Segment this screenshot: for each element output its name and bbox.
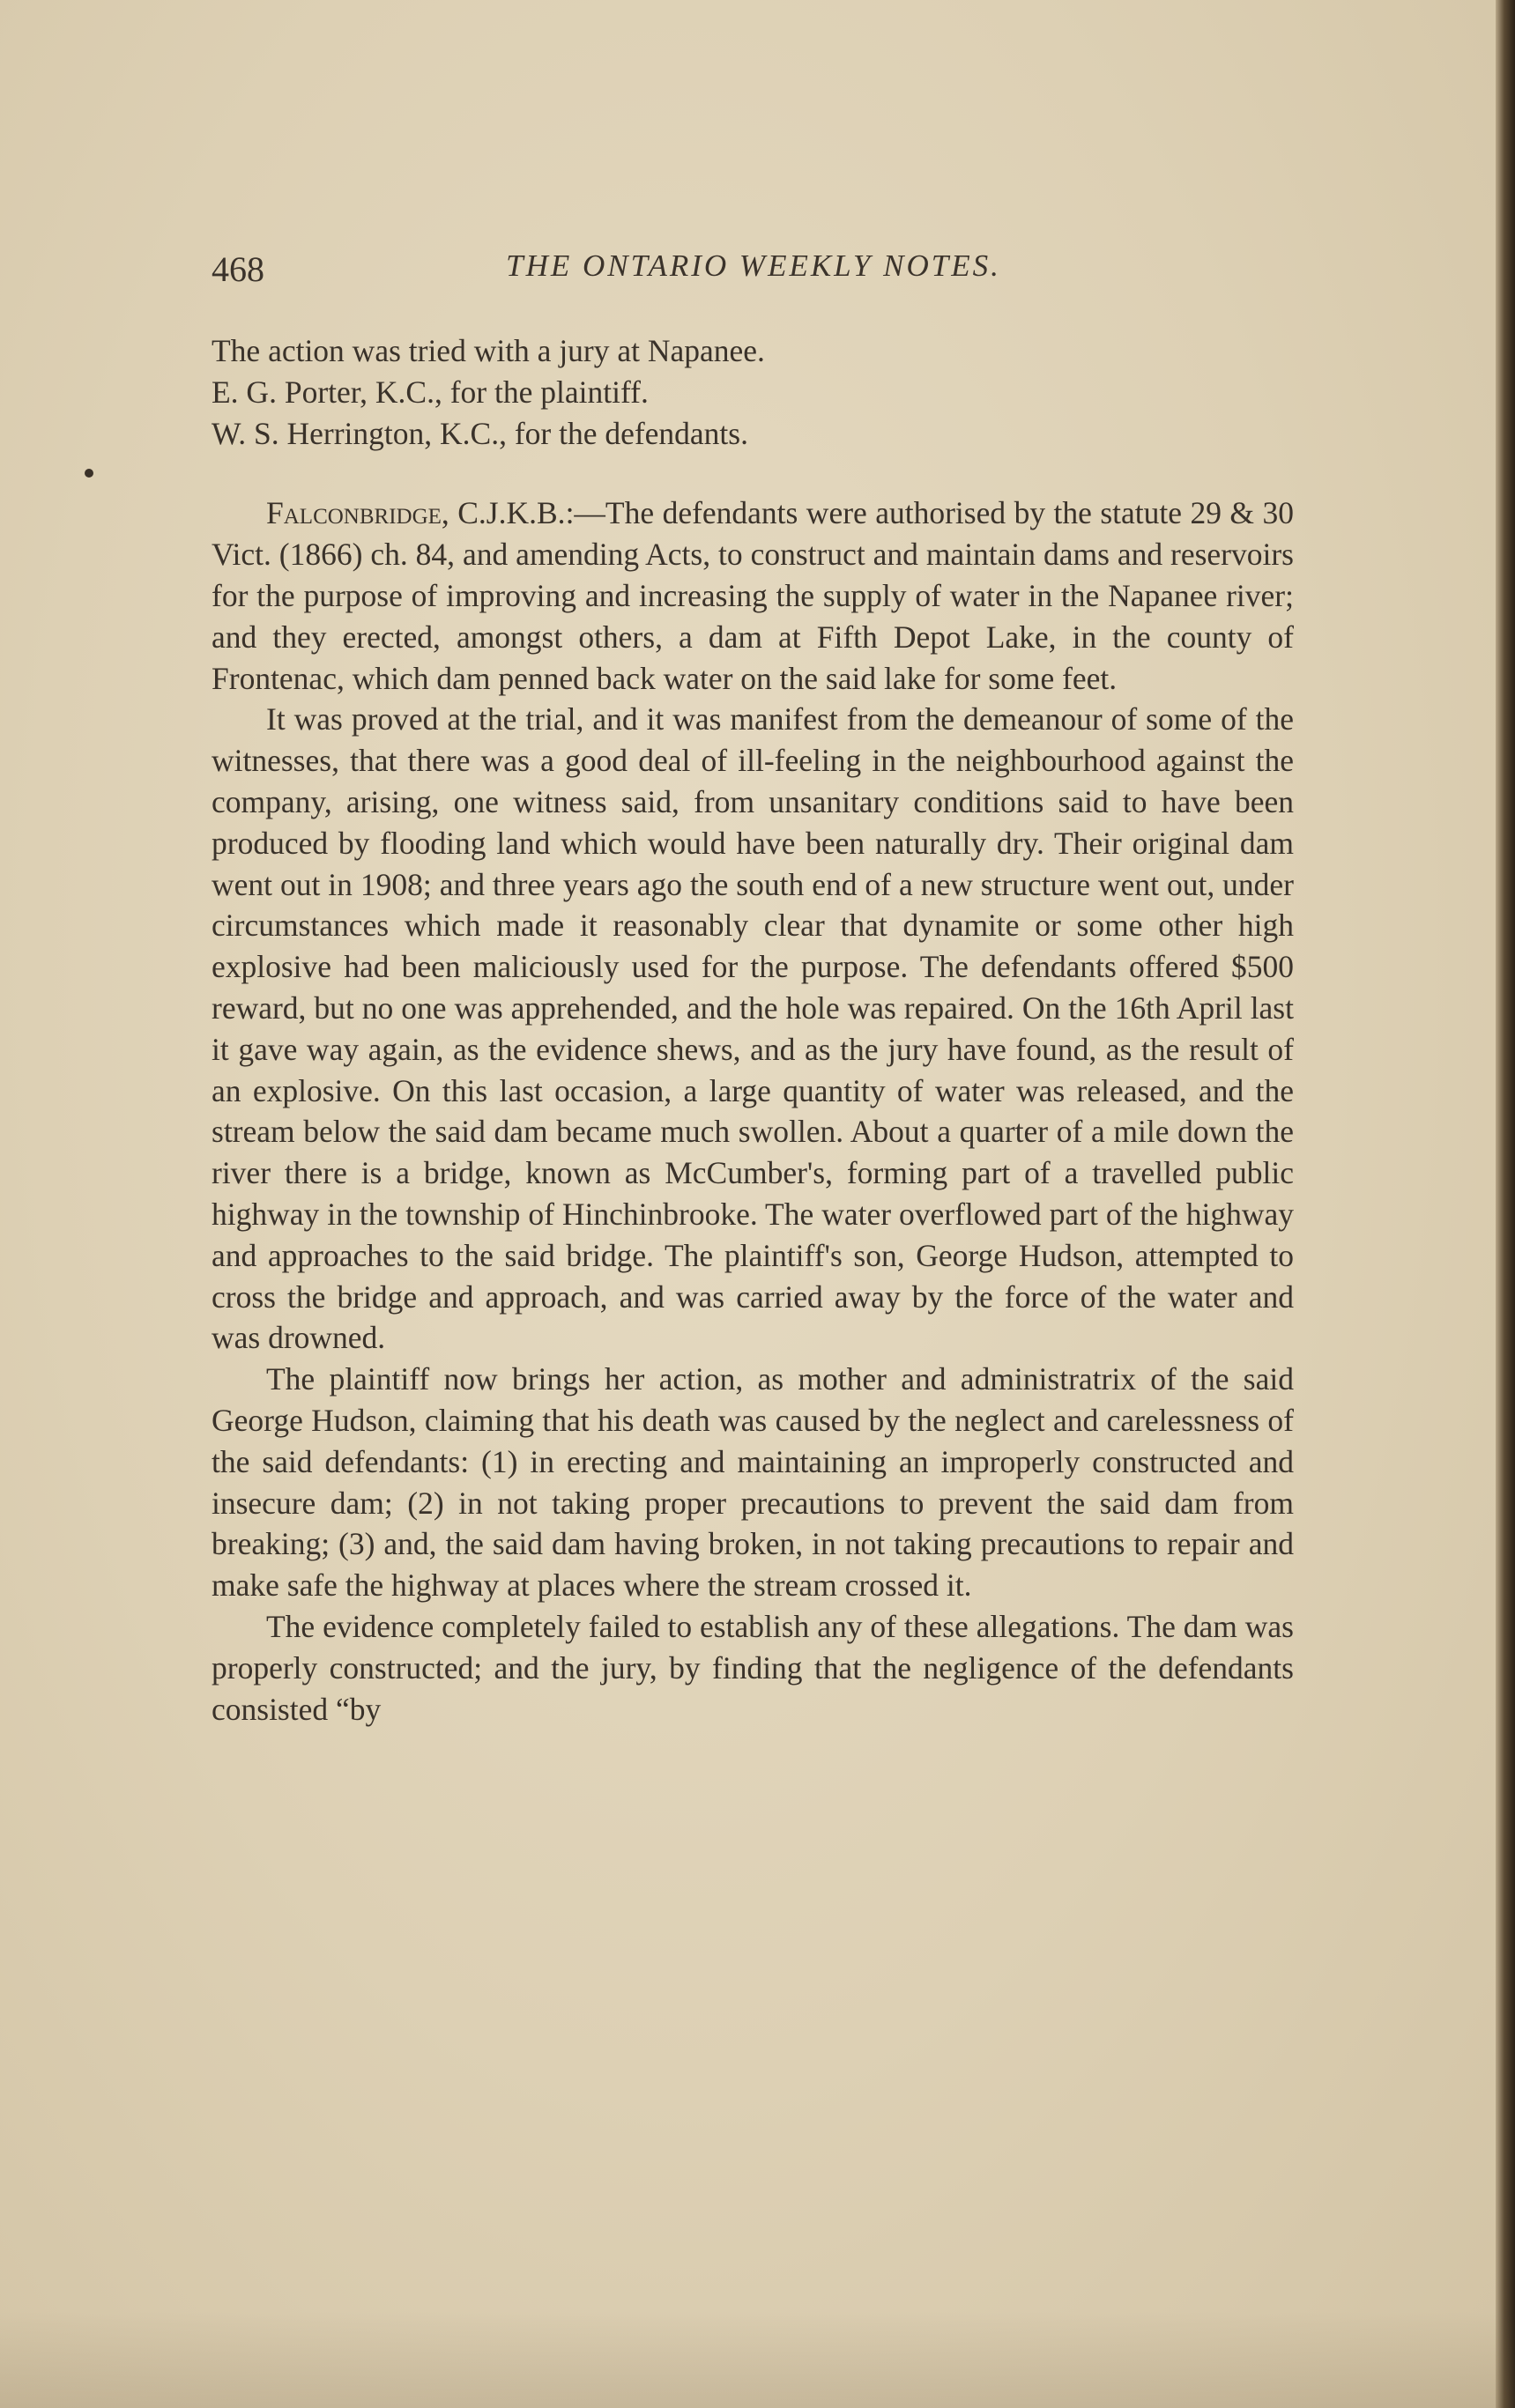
judgment-paragraph-3: The plaintiff now brings her action, as mother and administratrix of the said George Hudson, claiming that his death was caused by the neglect and carelessness of the said defendants: (1) in erecting and maintaining an improperly constructed and insecure dam; (2) in not taking proper precautions to prevent the said dam from breaking; (3) and, the said dam having broken, in not taking precautions to repair and make safe the highway at places where the stream crossed it. xyxy=(212,1361,1294,1604)
judgment-paragraph-4: The evidence completely failed to establish any of these allegations. The dam was properly constructed; and the jury, by finding that the negligence of the defendants consisted “by xyxy=(212,1608,1294,1727)
page-header xyxy=(212,248,1296,301)
plaintiff-counsel-line: E. G. Porter, K.C., for the plaintiff. xyxy=(212,374,649,410)
running-title: THE ONTARIO WEEKLY NOTES. xyxy=(506,248,1001,283)
page-bottom-shading xyxy=(0,2311,1515,2408)
defendants-counsel-line: W. S. Herrington, K.C., for the defendants. xyxy=(212,415,748,451)
judgment-paragraph-1-text: :—The defendants were authorised by the statute 29 & 30 Vict. (1866) ch. 84, and amending Acts, to construct and maintain dams and reservoirs for the purpose of improving and increasing the supply of water in the Napanee river; and they erected, amongst others, a dam at Fifth Depot Lake, in the county of Frontenac, which dam penned back water on the said lake for some feet. xyxy=(212,495,1295,696)
body-text xyxy=(212,330,1294,1730)
judge-name: Falconbridge, C.J.K.B. xyxy=(266,495,566,531)
book-spine-shadow xyxy=(1496,0,1515,2408)
trial-venue-line: The action was tried with a jury at Napanee. xyxy=(212,333,765,368)
judgment-paragraph-1 xyxy=(212,493,1294,699)
ink-speck xyxy=(85,469,93,478)
page-number: 468 xyxy=(212,249,264,289)
judgment-paragraph-2: It was proved at the trial, and it was manifest from the demeanour of some of the witnesses, that there was a good deal of ill-feeling in the neighbourhood against the company, arising, one witness said, from unsanitary conditions said to have been produced by flooding land which would have been naturally dry. Their original dam went out in 1908; and three years ago the south end of a new structure went out, under circumstances which made it reasonably clear that dynamite or some other high explosive had been maliciously used for the purpose. The defendants offered $500 reward, but no one was apprehended, and the hole was repaired. On the 16th April last it gave way again, as the evidence shews, and as the jury have found, as the result of an explosive. On this last occasion, a large quantity of water was released, and the stream below the said dam became much swollen. About a quarter of a mile down the river there is a bridge, known as McCumber's, forming part of a travelled public highway in the township of Hinchinbrooke. The water overflowed part of the highway and approaches to the said bridge. The plaintiff's son, George Hudson, attempted to cross the bridge and approach, and was carried away by the force of the water and was drowned. xyxy=(212,701,1294,1356)
